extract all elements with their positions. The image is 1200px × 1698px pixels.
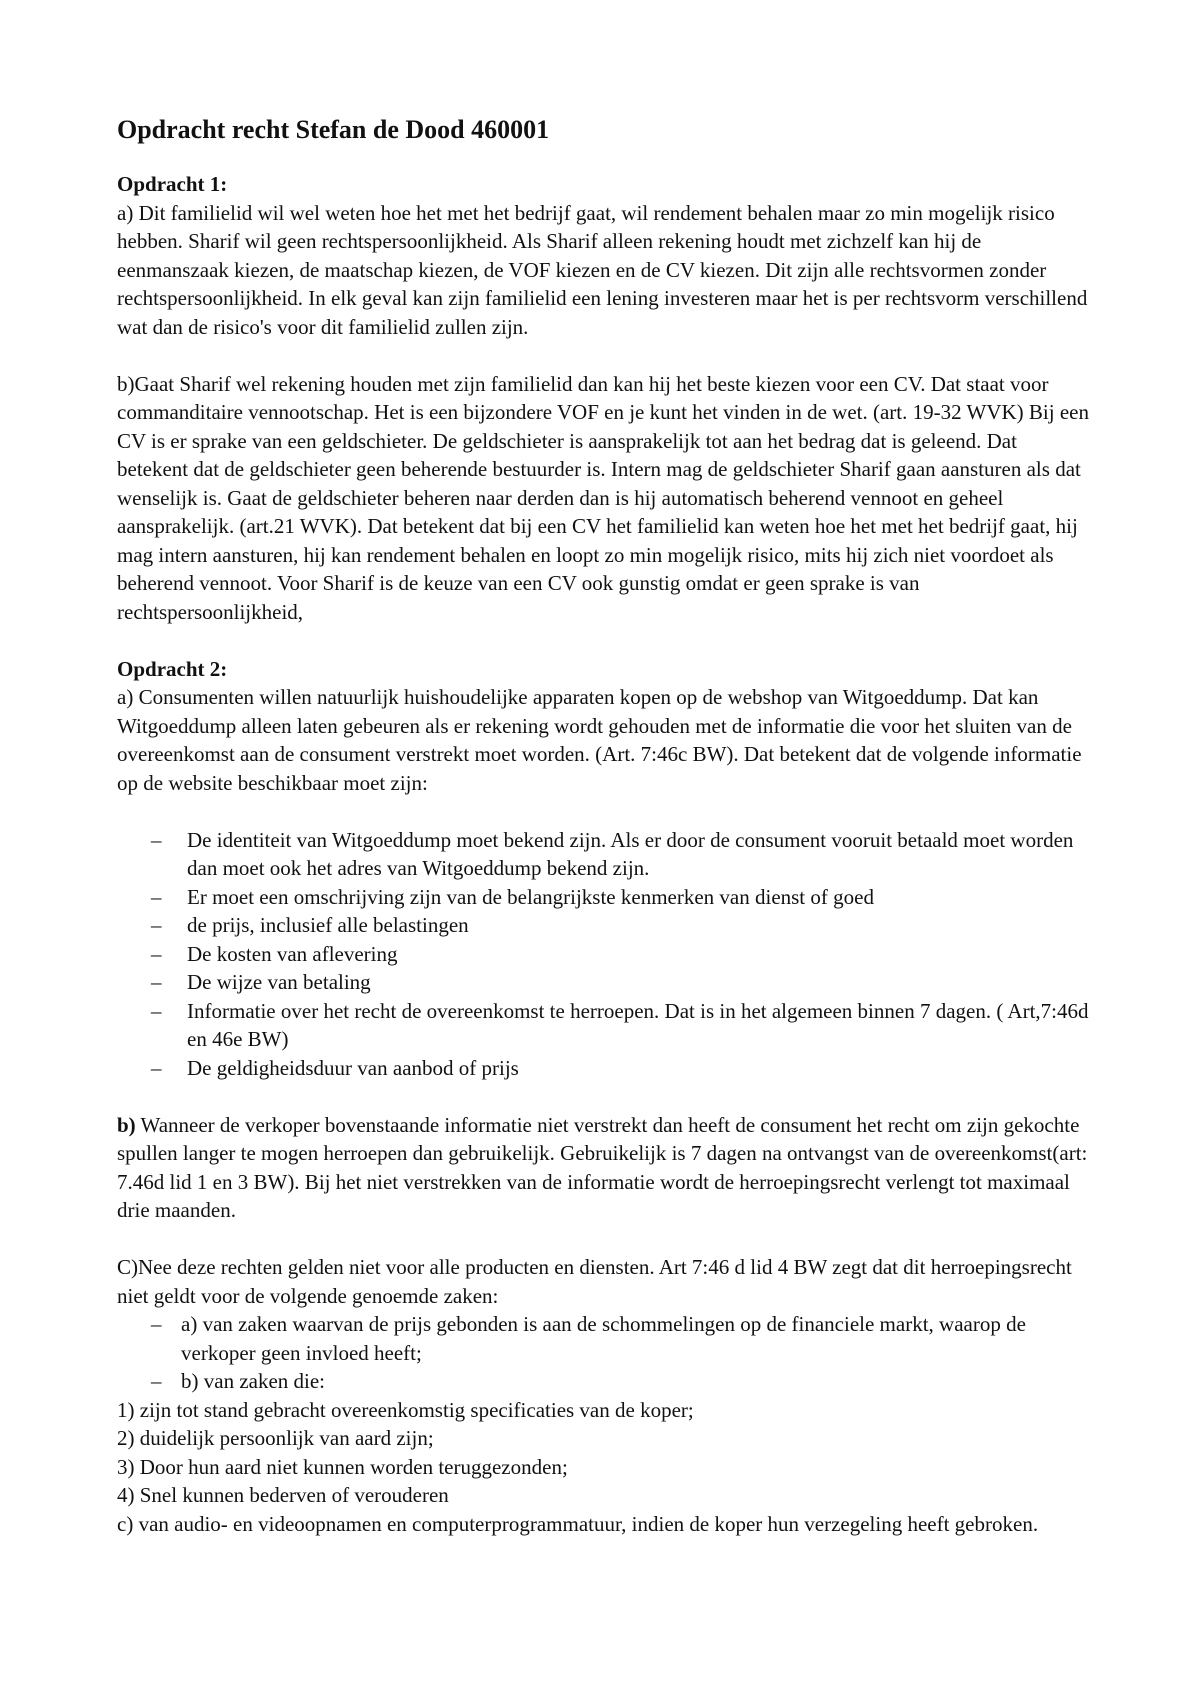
opdracht1-a-paragraph: a) Dit familielid wil wel weten hoe het met het bedrijf gaat, wil rendement behalen maar zo min mogelijk risico hebben. Sharif wil geen rechtspersoonlijkheid. Als Sharif alleen rekening houdt met zichzelf kan hij de eenmanszaak kiezen, de maatschap kiezen, de VOF kiezen en de CV kiezen. Dit zijn alle rechtsvormen zonder rechtspersoonlijkheid. In elk geval kan zijn familielid een lening investeren maar het is per rechtsvorm verschillend wat dan de risico's voor dit familielid zullen zijn.: [117, 200, 1088, 339]
opdracht1-b-paragraph: b)Gaat Sharif wel rekening houden met zijn familielid dan kan hij het beste kiezen voor een CV. Dat staat voor commanditaire vennootschap. Het is een bijzondere VOF en je kunt het vinden in de wet. (art. 19-32 WVK) Bij een CV is er sprake van een geldschieter. De geldschieter is aansprakelijk tot aan het bedrag dat is geleend. Dat betekent dat de geldschieter geen beherende bestuurder is. Intern mag de geldschieter Sharif gaan aansturen als dat wenselijk is. Gaat de geldschieter beheren naar derden dan is hij automatisch beherend vennoot en geheel aansprakelijk. (art.21 WVK). Dat betekent dat bij een CV het familielid kan weten hoe het met het bedrijf gaat, hij mag intern aansturen, hij kan rendement behalen en loopt zo min mogelijk risico, mits hij zich niet voordoet als beherend vennoot. Voor Sharif is de keuze van een CV ook gunstig omdat er geen sprake is van rechtspersoonlijkheid,: [117, 371, 1089, 624]
exception-line: 2) duidelijk persoonlijk van aard zijn;: [117, 1426, 434, 1450]
list-item: – Informatie over het recht de overeenkomst te herroepen. Dat is in het algemeen binnen 7 dagen. ( Art,7:46d en 46e BW): [117, 997, 1092, 1054]
exceptions-list: [117, 1310, 1092, 1396]
opdracht2-a-paragraph: a) Consumenten willen natuurlijk huishoudelijke apparaten kopen op de webshop van Witgoeddump. Dat kan Witgoeddump alleen laten gebeuren als er rekening wordt gehouden met de informatie die voor het sluiten van de overeenkomst aan de consument verstrekt moet worden. (Art. 7:46c BW). Dat betekent dat de volgende informatie op de website beschikbaar moet zijn:: [117, 685, 1082, 795]
list-item: – De identiteit van Witgoeddump moet bekend zijn. Als er door de consument vooruit betaald moet worden dan moet ook het adres van Witgoeddump bekend zijn.: [117, 826, 1092, 883]
list-item: – De geldigheidsduur van aanbod of prijs: [117, 1054, 1092, 1083]
opdracht2-b-text: Wanneer de verkoper bovenstaande informatie niet verstrekt dan heeft de consument het recht om zijn gekochte spullen langer te mogen herroepen dan gebruikelijk. Gebruikelijk is 7 dagen na ontvangst van de overeenkomst(art: 7.46d lid 1 en 3 BW). Bij het niet verstrekken van de informatie wordt de herroepingsrecht verlengt tot maximaal drie maanden.: [117, 1112, 1088, 1222]
list-item: – de prijs, inclusief alle belastingen: [117, 911, 1092, 940]
exception-line: 4) Snel kunnen bederven of verouderen: [117, 1483, 449, 1507]
opdracht2-c-paragraph: C)Nee deze rechten gelden niet voor alle producten en diensten. Art 7:46 d lid 4 BW zegt dat dit herroepingsrecht niet geldt voor de volgende genoemde zaken:: [117, 1255, 1072, 1308]
exception-line: c) van audio- en videoopnamen en computerprogrammatuur, indien de koper hun verzegeling heeft gebroken.: [117, 1511, 1039, 1536]
exception-line: 1) zijn tot stand gebracht overeenkomstig specificaties van de koper;: [117, 1397, 694, 1422]
list-item: – b) van zaken die:: [117, 1367, 1092, 1396]
opdracht2-heading: Opdracht 2:: [117, 656, 228, 681]
list-item: – De wijze van betaling: [117, 968, 1092, 997]
opdracht2-b-paragraph: [117, 1111, 1092, 1225]
document-page: [117, 112, 1092, 1538]
opdracht2-b-lead: b): [117, 1112, 136, 1137]
opdracht1-heading: Opdracht 1:: [117, 172, 228, 196]
document-title: Opdracht recht Stefan de Dood 460001: [117, 115, 550, 144]
required-info-list: [117, 826, 1092, 1083]
list-item: – De kosten van aflevering: [117, 940, 1092, 969]
list-item: – Er moet een omschrijving zijn van de belangrijkste kenmerken van dienst of goed: [117, 883, 1092, 912]
list-item: – a) van zaken waarvan de prijs gebonden is aan de schommelingen op de financiele markt, waarop de verkoper geen invloed heeft;: [117, 1310, 1092, 1367]
exception-line: 3) Door hun aard niet kunnen worden teruggezonden;: [117, 1454, 568, 1479]
